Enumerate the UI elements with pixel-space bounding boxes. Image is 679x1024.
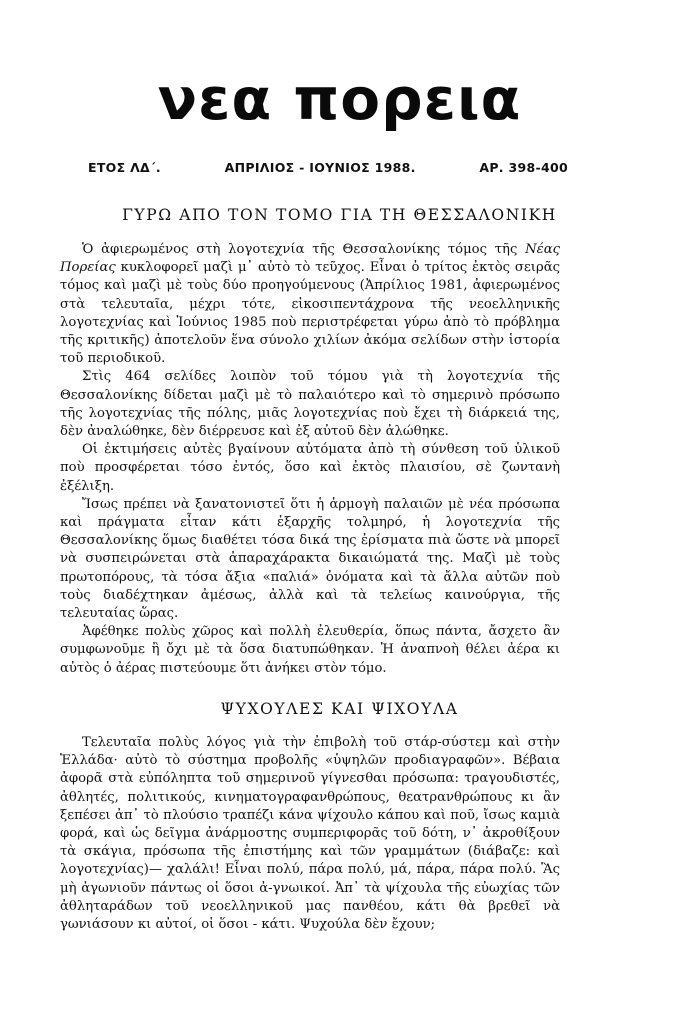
article-body-psychoules	[60, 734, 560, 934]
article-title-psychoules: ΨΥΧΟΥΛΕΣ ΚΑΙ ΨΙΧΟΥΛΑ	[220, 700, 459, 718]
paragraph	[60, 241, 560, 368]
issue-info	[88, 160, 568, 175]
issue-date: ΑΠΡΙΛΙΟΣ - ΙΟΥΝΙΟΣ 1988.	[224, 160, 416, 175]
article-body-thessaloniki	[60, 241, 560, 678]
paragraph: Οἱ ἐκτιμήσεις αὐτὲς βγαίνουν αὐτόματα ἀπὸ τὴ σύνθεση τοῦ ὑλικοῦ ποὺ προσφέρεται τόσο ἐντός, ὅσο καὶ ἐκτὸς πλαισίου, σὲ ζωντανὴ ἐξέλιξη.	[60, 442, 560, 494]
issue-year: ΕΤΟΣ ΛΔ΄.	[88, 160, 161, 175]
masthead-logo: νεα πορεια	[157, 65, 522, 133]
paragraph-text: Ὁ ἀφιερωμένος στὴ λογοτεχνία τῆς Θεσσαλονίκης τόμος τῆς	[82, 242, 526, 257]
journal-name: Νέας Πορείας	[60, 242, 560, 276]
paragraph: Ἀφέθηκε πολὺς χῶρος καὶ πολλὴ ἐλευθερία, ὅπως πάντα, ἄσχετο ἂν συμφωνοῦμε ἢ ὄχι μὲ τὰ ὅσα διατυπώθηκαν. Ἡ ἀναπνοὴ θέλει ἀέρα κι αὐτὸς ὁ ἀέρας πιστεύουμε ὅτι ἀνήκει στὸν τόμο.	[60, 624, 560, 676]
article-title-thessaloniki: ΓΥΡΩ ΑΠΟ ΤΟΝ ΤΟΜΟ ΓΙΑ ΤΗ ΘΕΣΣΑΛΟΝΙΚΗ	[122, 206, 557, 224]
paragraph: Ἴσως πρέπει νὰ ξανατονιστεῖ ὅτι ἡ ἁρμογὴ παλαιῶν μὲ νέα πρόσωπα καὶ πράγματα εἶταν κάτι ἐξαρχῆς τολμηρό, ἡ λογοτεχνία τῆς Θεσσαλονίκης ὅμως διαθέτει τόσα δικά της ἐρίσματα πιὰ ὥστε νὰ μπορεῖ νὰ συσπειρώνεται στὰ ἀπαραχάρακτα δικαιώματά της. Μαζὶ μὲ τοὺς πρωτοπόρους, τὰ τόσα ἄξια «παλιά» ὀνόματα καὶ τὰ ἄλλα αὐτῶν ποὺ τοὺς διαδέχτηκαν ἀμέσως, ἀλλὰ καὶ τὰ τελείως καινούργια, τῆς τελευταίας ὥρας.	[60, 496, 560, 622]
paragraph: Στὶς 464 σελίδες λοιπὸν τοῦ τόμου γιὰ τὴ λογοτεχνία τῆς Θεσσαλονίκης δίδεται μαζὶ μὲ τὸ παλαιότερο καὶ τὸ σημερινὸ πρόσωπο τῆς λογοτεχνίας τῆς πόλης, μιᾶς λογοτεχνίας ποὺ ἔχει τὴ διάρκειά της, δὲν ἀναλώθηκε, δὲν διέρρευσε καὶ ἐξ αὐτοῦ δὲν ἀλώθηκε.	[60, 369, 560, 440]
paragraph-text: κυκλοφορεῖ μαζὶ μ᾽ αὐτὸ τὸ τεῦχος. Εἶναι ὁ τρίτος ἐκτὸς σειρᾶς τόμος καὶ μαζὶ μὲ τοὺς δύο προηγούμενους (Ἀπρίλιος 1981, ἀφιερωμένος στὰ τελευταῖα, μέχρι τότε, εἰκοσιπεντάχρονα τῆς νεοελληνικῆς λογοτεχνίας καὶ Ἰούνιος 1985 ποὺ περιστρέφεται γύρω ἀπὸ τὸ πρόβλημα τῆς κριτικῆς) ἀποτελοῦν ἕνα σύνολο χιλίων ἀκόμα σελίδων στὴν ἱστορία τοῦ περιοδικοῦ.	[60, 260, 560, 367]
paragraph: Τελευταῖα πολὺς λόγος γιὰ τὴν ἐπιβολὴ τοῦ στάρ-σύστεμ καὶ στὴν Ἑλλάδα· αὐτὸ τὸ σύστημα προβολῆς «ὑψηλῶν προδιαγραφῶν». Βέβαια ἀφορᾶ στὰ εὐπόληπτα τοῦ σημερινοῦ γίγνεσθαι πρόσωπα: τραγουδιστές, ἀθλητές, πολιτικούς, κινηματογραφανθρώπους, θεατρανθρώπους κι ἂν ξεπέσει ἀπ᾽ τὸ πλούσιο τραπέζι κάνα ψίχουλο κάπου καὶ ποῦ, ἴσως καμιὰ φορά, καὶ ὡς δεῖγμα ἀνάρμοστης συμπεριφορᾶς τοῦ δότη, ν᾽ ἀκροθίξουν τὰ σκάγια, πρόσωπα τῆς ἐπιστήμης καὶ τῶν γραμμάτων (διάβαζε: καὶ λογοτεχνίας)— χαλάλι! Εἶναι πολύ, πάρα πολύ, μά, πάρα, πάρα πολύ. Ἂς μὴ ἀγωνιοῦν πάντως οἱ ὅσοι ἀ-γνωικοί. Ἀπ᾽ τὰ ψίχουλα τῆς εὐωχίας τῶν ἀθληταράδων τοῦ νεοελληνικοῦ μας πανθέου, κάτι θὰ βρεθεῖ νὰ γωνιάσουν κι αὐτοί, οἱ ὅσοι - κάτι. Ψυχούλα δὲν ἔχουν;	[60, 735, 560, 933]
issue-number: ΑΡ. 398-400	[479, 160, 568, 175]
